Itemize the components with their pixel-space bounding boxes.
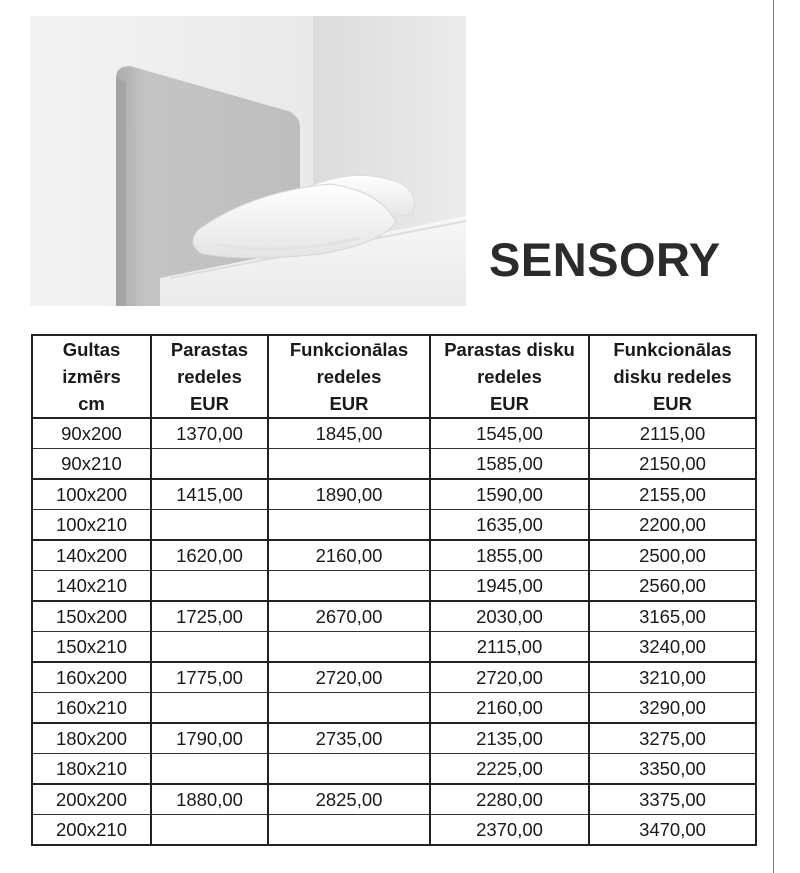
cell-regular-slats: 1725,00: [151, 601, 268, 632]
cell-functional-disc-slats: 2115,00: [589, 418, 756, 449]
cell-bed-size: 200x210: [32, 815, 151, 846]
cell-regular-disc-slats: 2135,00: [430, 723, 589, 754]
cell-regular-disc-slats: 1590,00: [430, 479, 589, 510]
cell-functional-disc-slats: 3275,00: [589, 723, 756, 754]
cell-regular-disc-slats: 1545,00: [430, 418, 589, 449]
cell-bed-size: 150x200: [32, 601, 151, 632]
cell-regular-disc-slats: 2115,00: [430, 632, 589, 663]
header-regular-disc-slats: Parastas disku redeles EUR: [430, 335, 589, 418]
cell-regular-disc-slats: 2225,00: [430, 754, 589, 785]
table-row: [32, 601, 756, 632]
cell-bed-size: 150x210: [32, 632, 151, 663]
cell-bed-size: 140x210: [32, 571, 151, 602]
cell-bed-size: 160x210: [32, 693, 151, 724]
header-functional-slats: Funkcionālas redeles EUR: [268, 335, 430, 418]
cell-bed-size: 180x210: [32, 754, 151, 785]
cell-bed-size: 140x200: [32, 540, 151, 571]
cell-regular-slats: [151, 571, 268, 602]
cell-functional-disc-slats: 2200,00: [589, 510, 756, 541]
cell-regular-slats: 1415,00: [151, 479, 268, 510]
cell-regular-slats: 1370,00: [151, 418, 268, 449]
cell-functional-slats: [268, 449, 430, 480]
cell-regular-slats: 1775,00: [151, 662, 268, 693]
cell-functional-disc-slats: 3210,00: [589, 662, 756, 693]
cell-functional-disc-slats: 3240,00: [589, 632, 756, 663]
table-row: [32, 662, 756, 693]
page-edge-rule: [773, 0, 774, 873]
table-row: [32, 754, 756, 785]
price-table: [31, 334, 757, 846]
cell-regular-disc-slats: 1635,00: [430, 510, 589, 541]
cell-functional-disc-slats: 3165,00: [589, 601, 756, 632]
cell-bed-size: 90x210: [32, 449, 151, 480]
cell-regular-slats: 1880,00: [151, 784, 268, 815]
cell-functional-slats: [268, 693, 430, 724]
cell-regular-disc-slats: 2720,00: [430, 662, 589, 693]
table-row: [32, 632, 756, 663]
cell-regular-slats: [151, 754, 268, 785]
header-regular-slats: Parastas redeles EUR: [151, 335, 268, 418]
price-table-body: [32, 418, 756, 845]
cell-regular-slats: [151, 449, 268, 480]
cell-bed-size: 100x200: [32, 479, 151, 510]
cell-regular-slats: [151, 632, 268, 663]
cell-functional-disc-slats: 3350,00: [589, 754, 756, 785]
cell-functional-slats: 2160,00: [268, 540, 430, 571]
table-row: [32, 510, 756, 541]
price-table-header: [32, 335, 756, 418]
cell-functional-slats: [268, 754, 430, 785]
table-row: [32, 540, 756, 571]
cell-functional-slats: [268, 510, 430, 541]
table-row: [32, 784, 756, 815]
table-row: [32, 479, 756, 510]
cell-bed-size: 160x200: [32, 662, 151, 693]
cell-functional-slats: 1845,00: [268, 418, 430, 449]
cell-regular-disc-slats: 2370,00: [430, 815, 589, 846]
cell-functional-disc-slats: 2155,00: [589, 479, 756, 510]
cell-functional-slats: 1890,00: [268, 479, 430, 510]
table-row: [32, 723, 756, 754]
table-row: [32, 449, 756, 480]
cell-regular-slats: [151, 815, 268, 846]
cell-functional-slats: 2735,00: [268, 723, 430, 754]
cell-functional-disc-slats: 3290,00: [589, 693, 756, 724]
cell-regular-slats: 1790,00: [151, 723, 268, 754]
cell-regular-slats: 1620,00: [151, 540, 268, 571]
cell-functional-slats: 2670,00: [268, 601, 430, 632]
cell-bed-size: 100x210: [32, 510, 151, 541]
cell-bed-size: 90x200: [32, 418, 151, 449]
cell-functional-disc-slats: 3375,00: [589, 784, 756, 815]
cell-regular-disc-slats: 1855,00: [430, 540, 589, 571]
cell-functional-slats: 2825,00: [268, 784, 430, 815]
header-bed-size: Gultas izmērs cm: [32, 335, 151, 418]
table-row: [32, 418, 756, 449]
cell-functional-slats: [268, 815, 430, 846]
cell-functional-slats: 2720,00: [268, 662, 430, 693]
cell-functional-disc-slats: 2560,00: [589, 571, 756, 602]
cell-functional-disc-slats: 2150,00: [589, 449, 756, 480]
cell-regular-disc-slats: 2160,00: [430, 693, 589, 724]
cell-bed-size: 200x200: [32, 784, 151, 815]
cell-regular-disc-slats: 1945,00: [430, 571, 589, 602]
cell-functional-disc-slats: 2500,00: [589, 540, 756, 571]
cell-functional-disc-slats: 3470,00: [589, 815, 756, 846]
table-row: [32, 693, 756, 724]
cell-functional-slats: [268, 571, 430, 602]
cell-regular-slats: [151, 510, 268, 541]
table-row: [32, 571, 756, 602]
product-photo: [30, 16, 466, 306]
product-title: SENSORY: [489, 233, 721, 286]
header-functional-disc-slats: Funkcionālas disku redeles EUR: [589, 335, 756, 418]
cell-regular-slats: [151, 693, 268, 724]
cell-regular-disc-slats: 2030,00: [430, 601, 589, 632]
cell-functional-slats: [268, 632, 430, 663]
table-row: [32, 815, 756, 846]
cell-regular-disc-slats: 1585,00: [430, 449, 589, 480]
cell-regular-disc-slats: 2280,00: [430, 784, 589, 815]
cell-bed-size: 180x200: [32, 723, 151, 754]
